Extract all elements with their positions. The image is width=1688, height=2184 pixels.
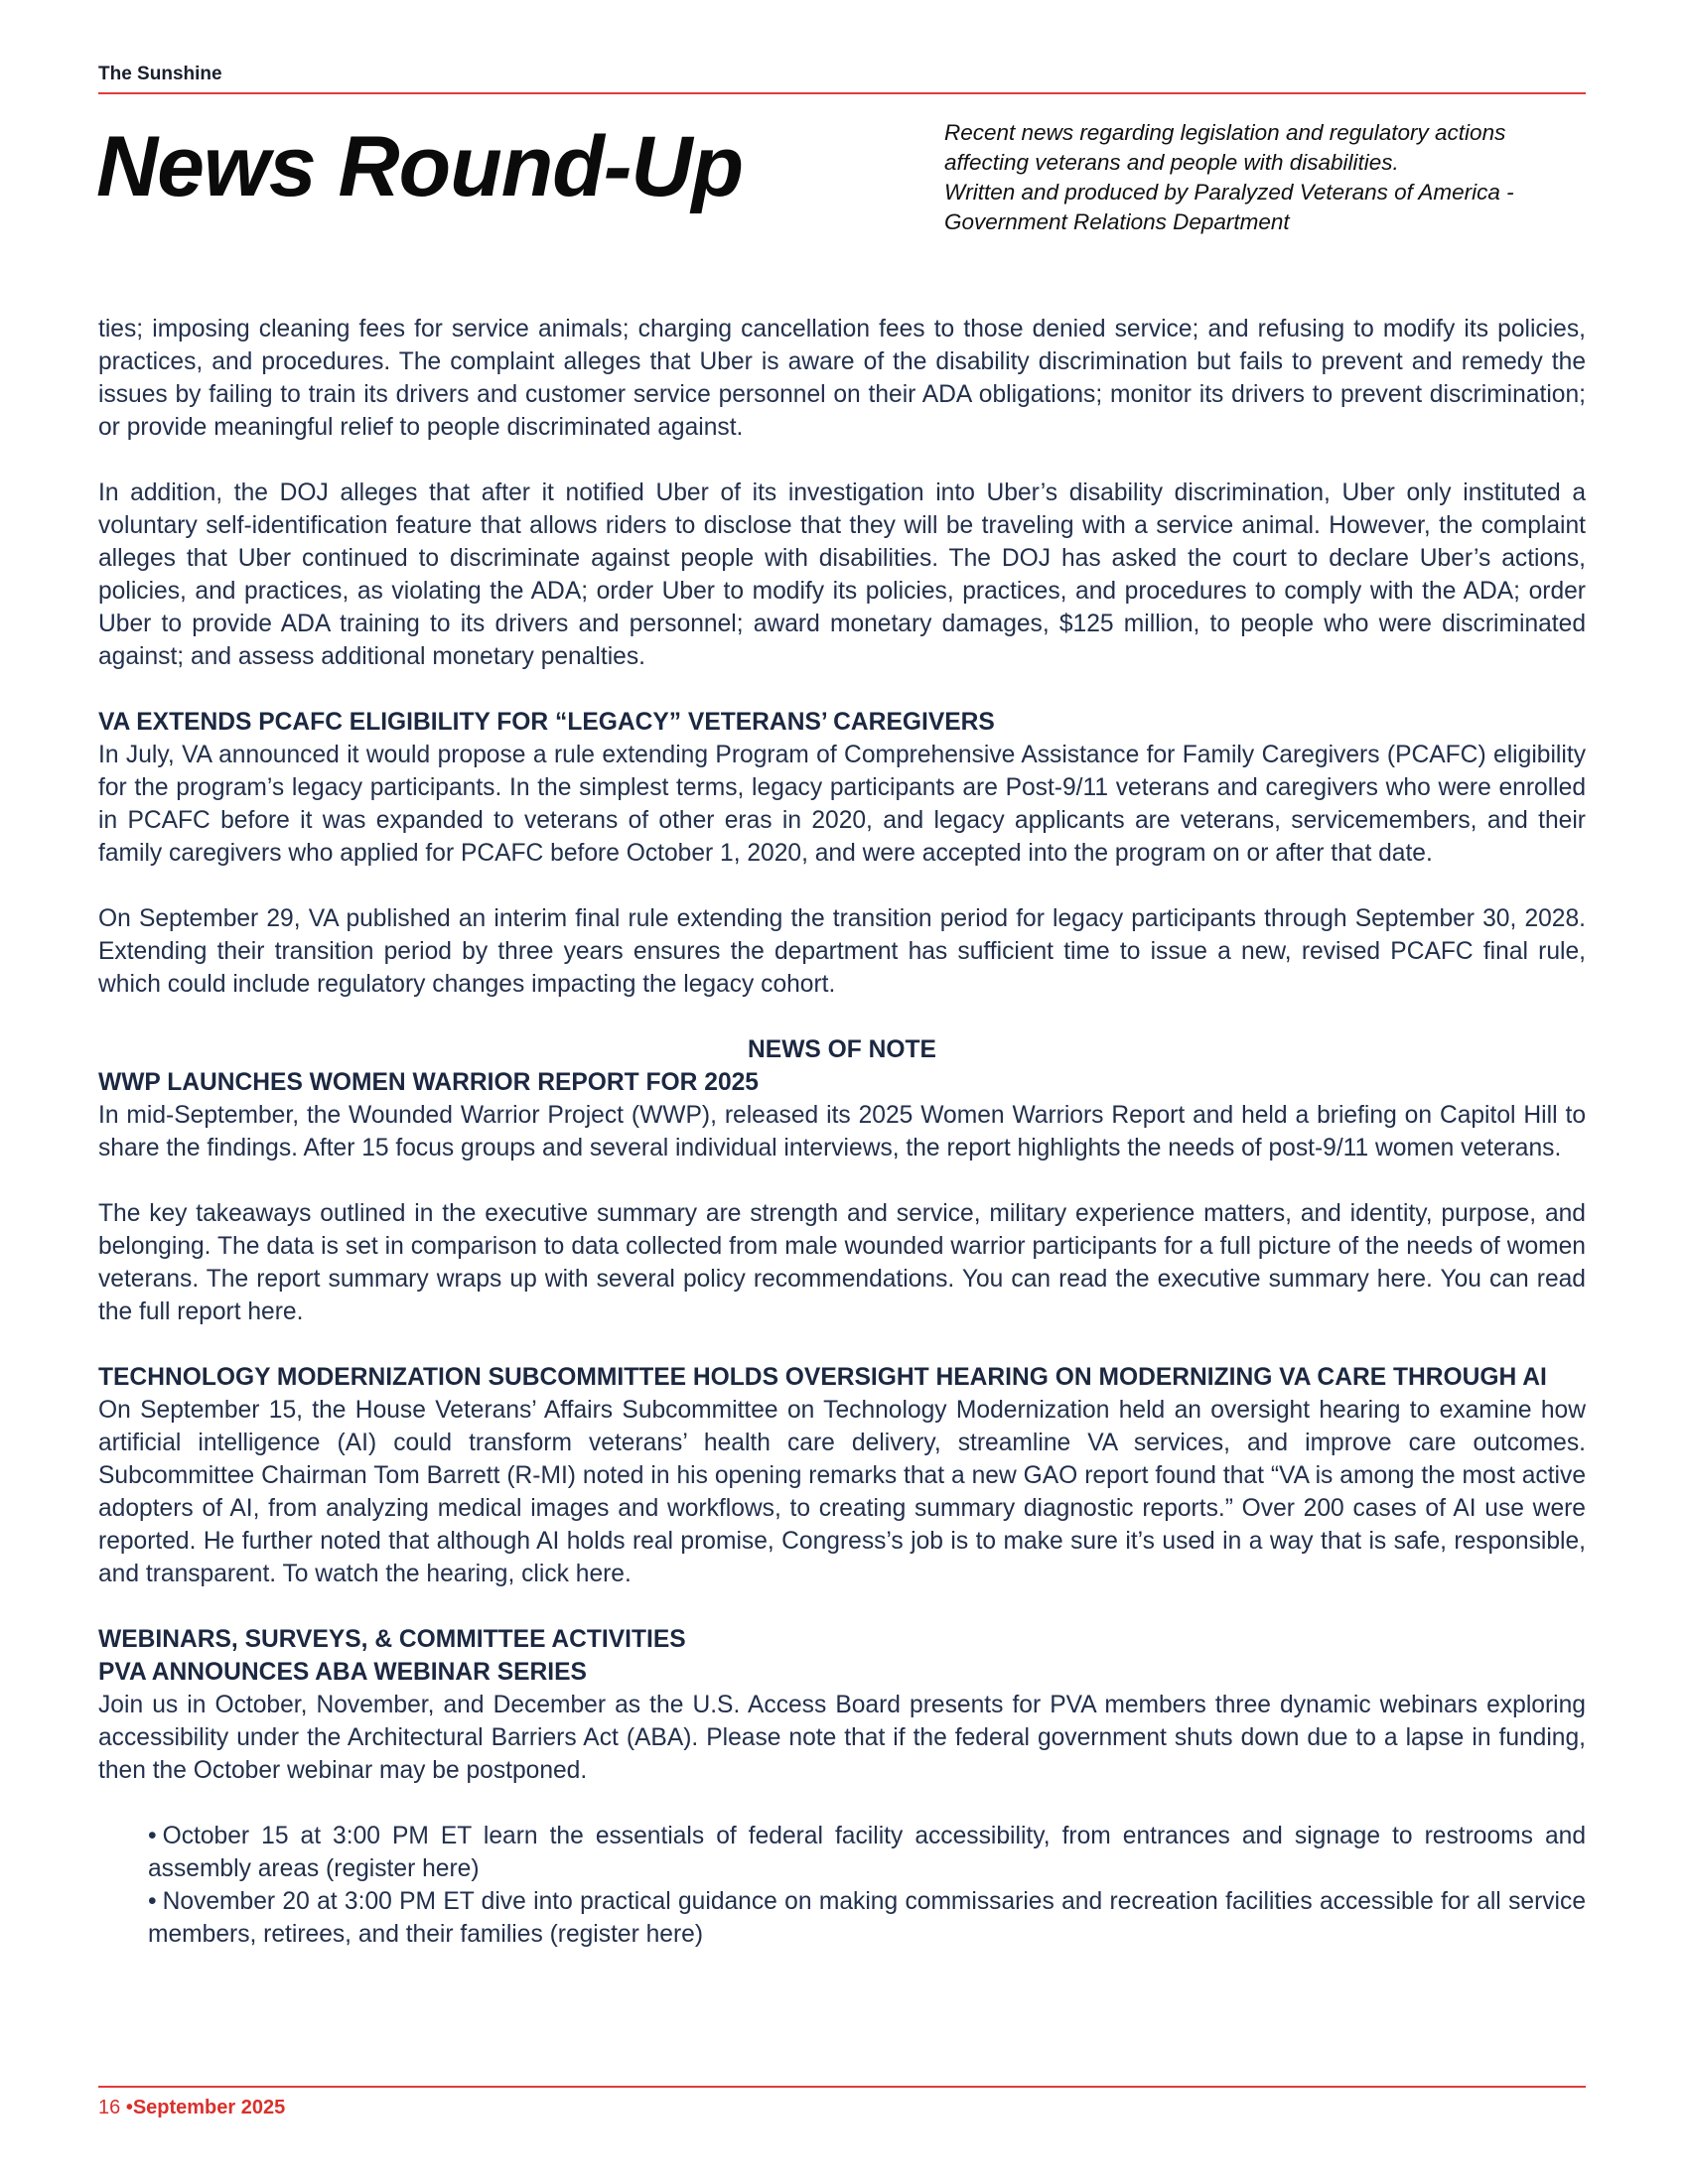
news-of-note-heading: NEWS OF NOTE — [748, 1036, 936, 1063]
wwp-heading: WWP LAUNCHES WOMEN WARRIOR REPORT FOR 2025 — [98, 1069, 759, 1096]
list-item-text: November 20 at 3:00 PM ET dive into practical guidance on making commissaries and recreation facilities accessible for all service members, retirees, and their families (register here) — [148, 1888, 1586, 1948]
page-footer — [98, 2097, 285, 2119]
list-item — [148, 1885, 1586, 1951]
tagline-line: Recent news regarding legislation and regulatory actions — [944, 120, 1506, 145]
tech-heading: TECHNOLOGY MODERNIZATION SUBCOMMITTEE HOLDS OVERSIGHT HEARING ON MODERNIZING VA CARE THROUGH AI — [98, 1364, 1547, 1391]
header-rule — [98, 92, 1586, 94]
tagline-line: Government Relations Department — [944, 209, 1290, 234]
aba-webinar-paragraph: Join us in October, November, and December as the U.S. Access Board presents for PVA members three dynamic webinars exploring accessibility under the Architectural Barriers Act (ABA). Please note that if the federal government shuts down due to a lapse in funding, then the October webinar may be postponed. — [98, 1692, 1586, 1784]
publication-kicker: The Sunshine — [98, 64, 222, 84]
page-number: 16 — [98, 2097, 121, 2118]
tagline-line: affecting veterans and people with disabilities. — [944, 150, 1399, 175]
page-title: News Round-Up — [96, 119, 744, 214]
wwp-paragraph-1: In mid-September, the Wounded Warrior Project (WWP), released its 2025 Women Warriors Report and held a briefing on Capitol Hill to share the findings. After 15 focus groups and several individual interviews, the report highlights the needs of post-9/11 women veterans. — [98, 1102, 1586, 1161]
tech-paragraph-1: On September 15, the House Veterans’ Affairs Subcommittee on Technology Modernization held an oversight hearing to examine how artificial intelligence (AI) could transform veterans’ health care delivery, streamline VA services, and improve care outcomes. Subcommittee Chairman Tom Barrett (R-MI) noted in his opening remarks that a new GAO report found that “VA is among the most active adopters of AI, from analyzing medical images and workflows, to creating summary diagnostic reports.” Over 200 cases of AI use were reported. He further noted that although AI holds real promise, Congress’s job is to make sure it’s used in a way that is safe, responsible, and transparent. To watch the hearing, click here. — [98, 1397, 1586, 1587]
list-item — [148, 1820, 1586, 1885]
aba-webinar-heading: PVA ANNOUNCES ABA WEBINAR SERIES — [98, 1659, 587, 1686]
webinars-section-heading: WEBINARS, SURVEYS, & COMMITTEE ACTIVITIES — [98, 1626, 686, 1653]
bullet-icon: • — [148, 1888, 157, 1915]
bullet-icon: • — [148, 1823, 157, 1849]
tagline-line: Written and produced by Paralyzed Veterans of America - — [944, 180, 1514, 205]
tagline — [944, 118, 1600, 237]
article-body — [98, 313, 1586, 1951]
webinar-list — [98, 1820, 1586, 1951]
issue-date: •September 2025 — [125, 2097, 286, 2118]
uber-paragraph-1: ties; imposing cleaning fees for service animals; charging cancellation fees to those denied service; and refusing to modify its policies, practices, and procedures. The complaint alleges that Uber is aware of the disability discrimination but fails to prevent and remedy the issues by failing to train its drivers and customer service personnel on their ADA obligations; monitor its drivers to prevent discrimination; or provide meaningful relief to people discriminated against. — [98, 316, 1586, 441]
list-item-text: October 15 at 3:00 PM ET learn the essentials of federal facility accessibility, from entrances and signage to restrooms and assembly areas (register here) — [148, 1823, 1586, 1882]
uber-paragraph-2: In addition, the DOJ alleges that after it notified Uber of its investigation into Uber’s disability discrimination, Uber only instituted a voluntary self-identification feature that allows riders to disclose that they will be traveling with a service animal. However, the complaint alleges that Uber continued to discriminate against people with disabilities. The DOJ has asked the court to declare Uber’s actions, policies, and practices, as violating the ADA; order Uber to modify its policies, practices, and procedures to comply with the ADA; order Uber to provide ADA training to its drivers and personnel; award monetary damages, $125 million, to people who were discriminated against; and assess additional monetary penalties. — [98, 479, 1586, 670]
wwp-paragraph-2: The key takeaways outlined in the executive summary are strength and service, military experience matters, and identity, purpose, and belonging. The data is set in comparison to data collected from male wounded warrior participants for a full picture of the needs of women veterans. The report summary wraps up with several policy recommendations. You can read the executive summary here. You can read the full report here. — [98, 1200, 1586, 1325]
footer-rule — [98, 2086, 1586, 2088]
pcafc-paragraph-1: In July, VA announced it would propose a rule extending Program of Comprehensive Assistance for Family Caregivers (PCAFC) eligibility for the program’s legacy participants. In the simplest terms, legacy participants are Post-9/11 veterans and caregivers who were enrolled in PCAFC before it was expanded to veterans of other eras in 2020, and legacy applicants are veterans, servicemembers, and their family caregivers who applied for PCAFC before October 1, 2020, and were accepted into the program on or after that date. — [98, 742, 1586, 867]
pcafc-heading: VA EXTENDS PCAFC ELIGIBILITY FOR “LEGACY” VETERANS’ CAREGIVERS — [98, 709, 995, 736]
pcafc-paragraph-2: On September 29, VA published an interim final rule extending the transition period for legacy participants through September 30, 2028. Extending their transition period by three years ensures the department has sufficient time to issue a new, revised PCAFC final rule, which could include regulatory changes impacting the legacy cohort. — [98, 905, 1586, 998]
